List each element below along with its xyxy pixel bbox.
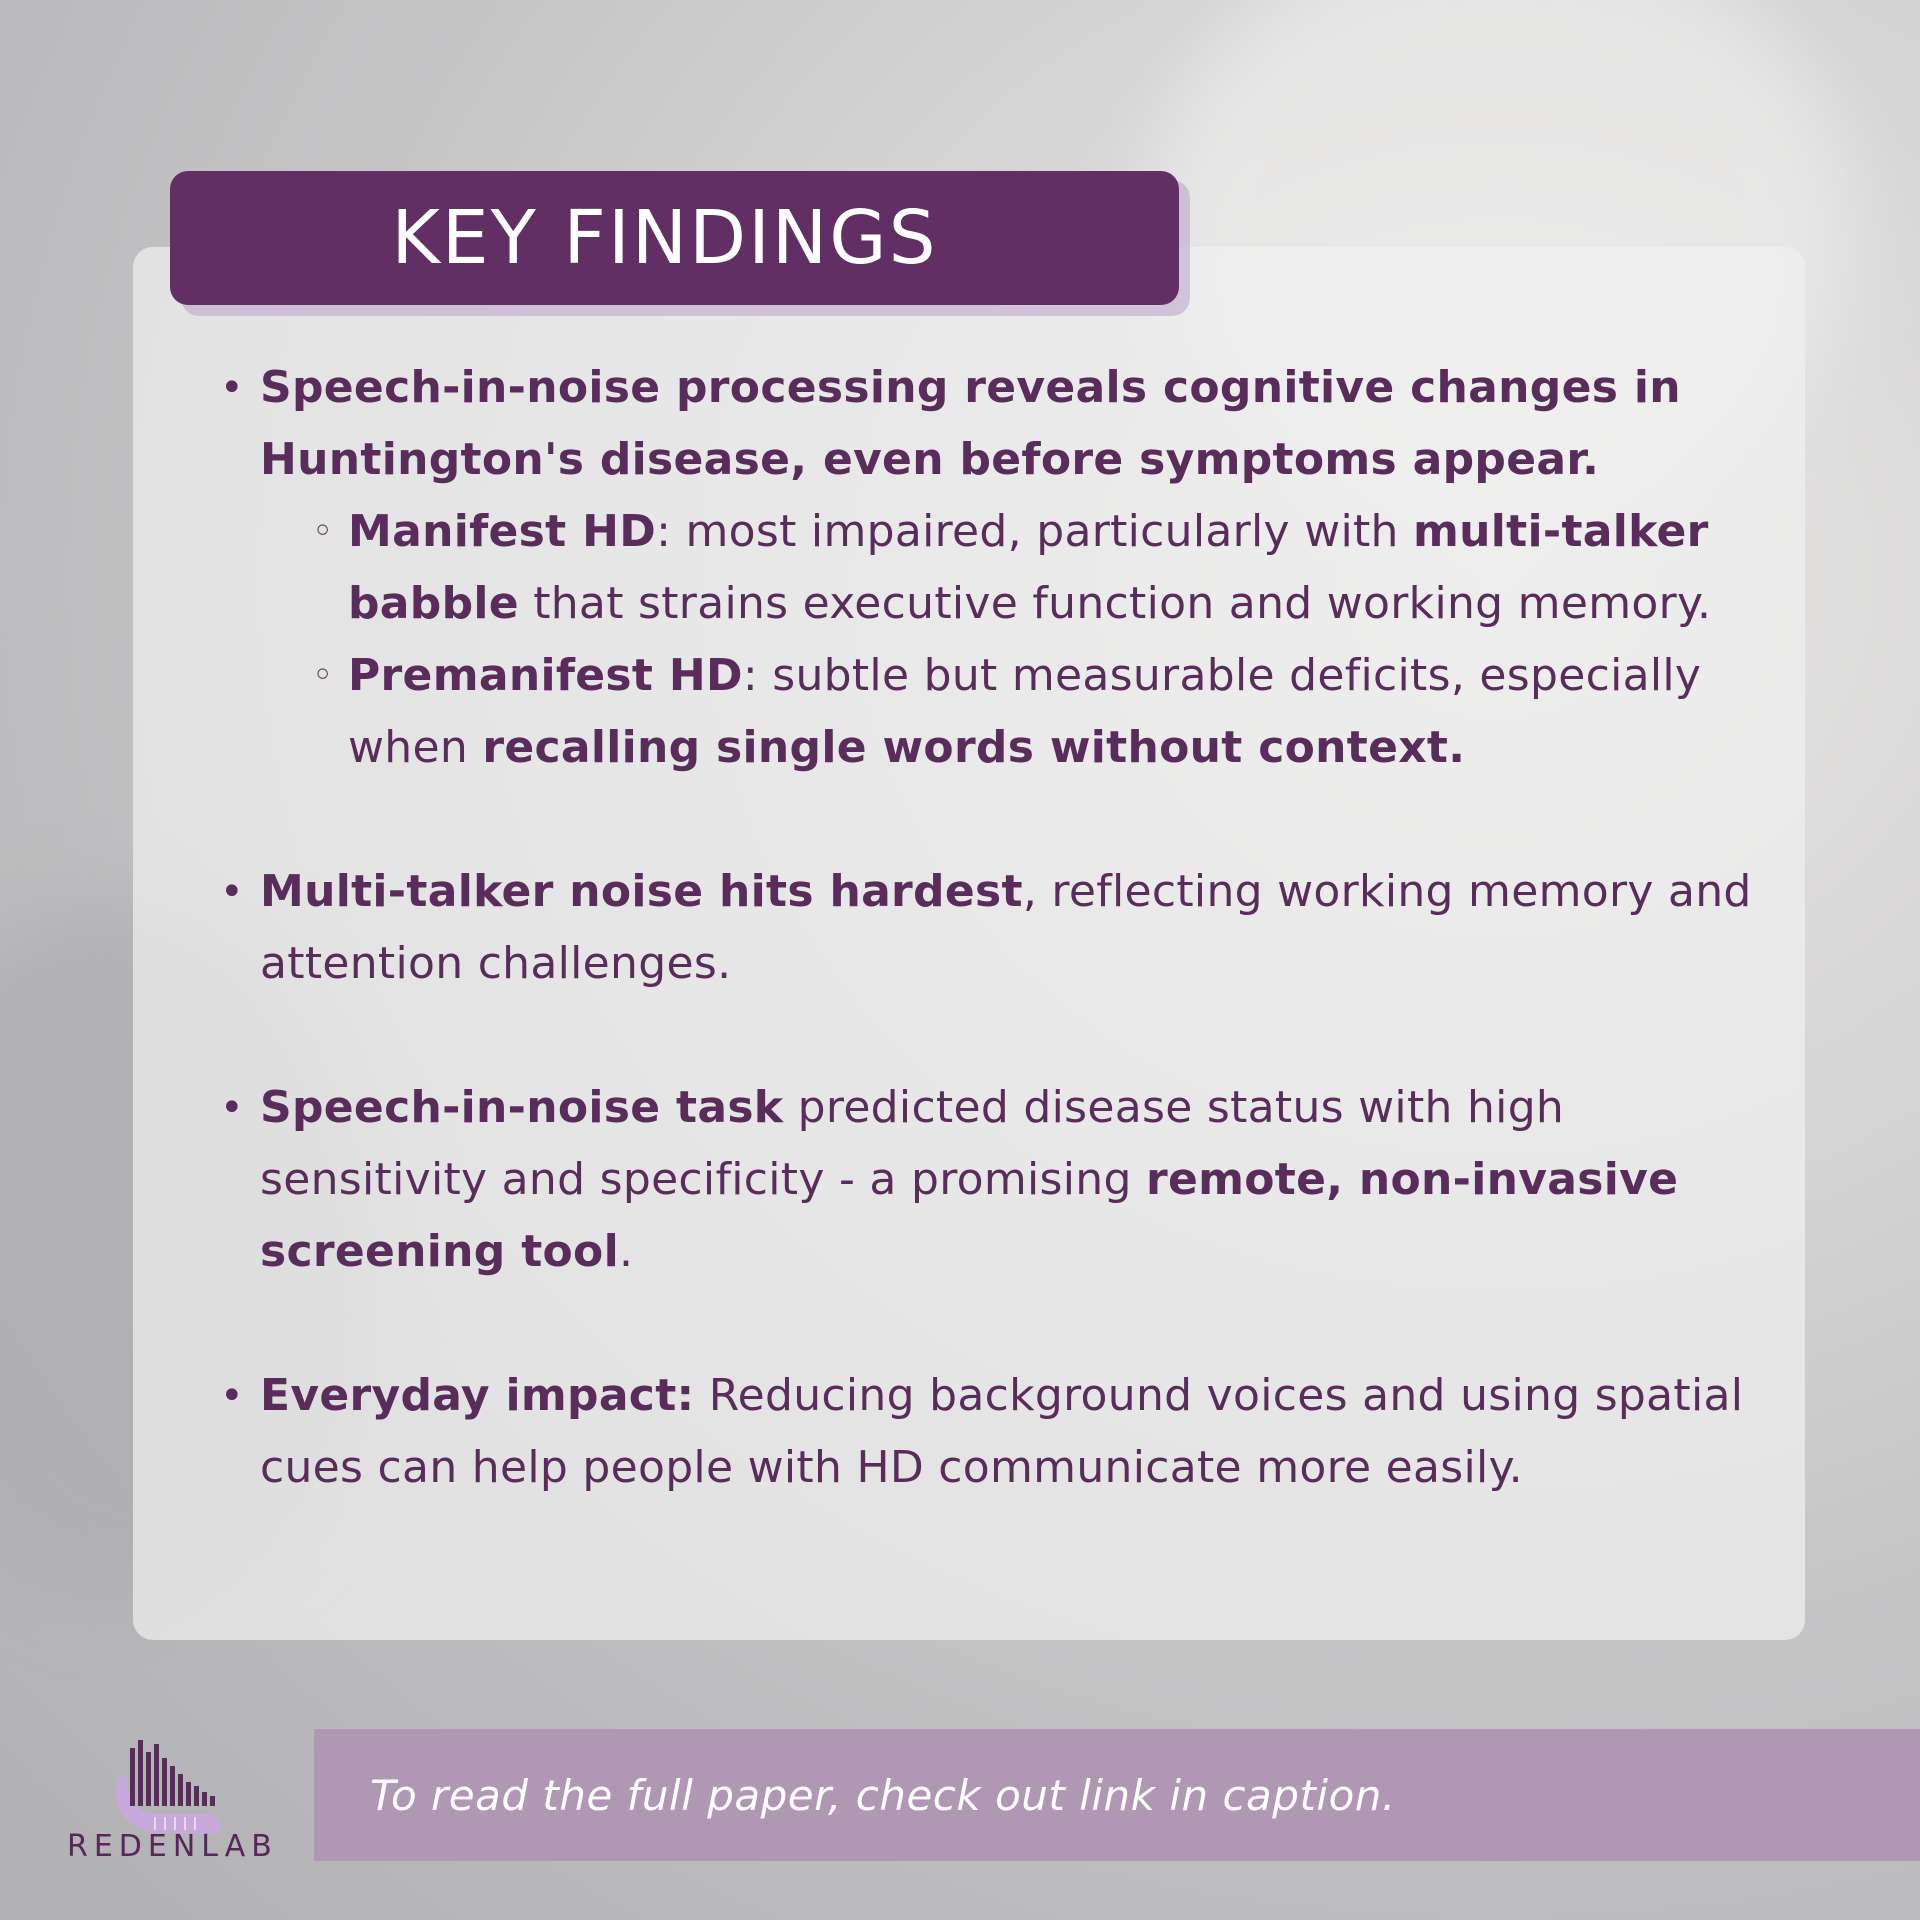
finding-4-text: Reducing background voices and using spatial cues can help people with HD communicate more easily. <box>260 1370 1744 1493</box>
sub-2-bold-2: recalling single words without context. <box>482 722 1466 773</box>
brand-name: REDENLAB <box>67 1829 278 1864</box>
sub-2-text: : subtle but measurable deficits, especially when <box>348 650 1702 773</box>
sub-1-bold-2: multi-talker babble <box>348 506 1709 629</box>
sub-1-text: : most impaired, particularly with <box>656 506 1414 557</box>
spacer <box>220 1000 1760 1072</box>
finding-1 <box>220 352 1760 496</box>
finding-2 <box>220 856 1760 1000</box>
finding-3-text: predicted disease status with high sensitivity and specificity - a promising <box>260 1082 1565 1205</box>
spacer <box>220 784 1760 856</box>
finding-3-text-2: . <box>618 1226 634 1277</box>
finding-3-bold-2: remote, non-invasive screening tool <box>260 1154 1679 1277</box>
finding-1-sub-1 <box>220 496 1760 640</box>
findings-list <box>220 352 1760 1504</box>
footer-banner <box>314 1729 1920 1861</box>
title-banner <box>170 171 1179 305</box>
page-title: KEY FINDINGS <box>391 195 938 281</box>
finding-3 <box>220 1072 1760 1288</box>
finding-1-text: Speech-in-noise processing reveals cognitive changes in Huntington's disease, even before symptoms appear. <box>260 362 1681 485</box>
finding-2-text: , reflecting working memory and attention challenges. <box>260 866 1752 989</box>
finding-3-bold: Speech-in-noise task <box>260 1082 784 1133</box>
spacer <box>220 1288 1760 1360</box>
finding-4-bold: Everyday impact: <box>260 1370 695 1421</box>
finding-2-bold: Multi-talker noise hits hardest <box>260 866 1023 917</box>
sub-1-bold: Manifest HD <box>348 506 657 557</box>
footer-cta: To read the full paper, check out link in caption. <box>370 1770 1396 1820</box>
sub-1-text-2: that strains executive function and working memory. <box>518 578 1712 629</box>
sub-2-bold: Premanifest HD <box>348 650 743 701</box>
finding-4 <box>220 1360 1760 1504</box>
finding-1-sub-2 <box>220 640 1760 784</box>
